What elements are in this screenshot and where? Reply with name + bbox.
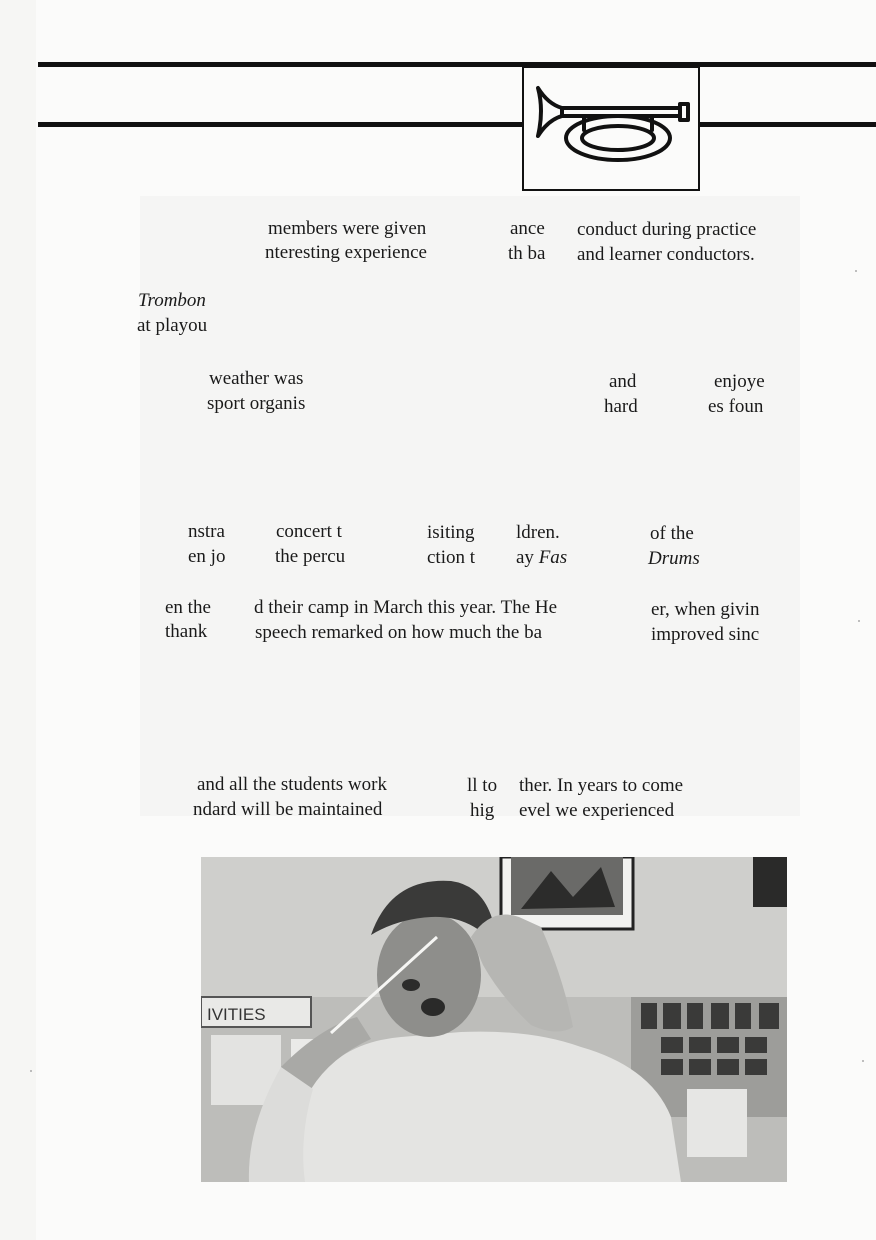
text-fragment: d their camp in March this year. The He bbox=[254, 597, 558, 618]
trumpet-icon bbox=[532, 82, 692, 178]
margin-mark bbox=[855, 270, 857, 272]
text-fragment: enjoye bbox=[714, 371, 765, 392]
text-fragment: concert t bbox=[276, 521, 342, 542]
margin-mark bbox=[862, 1060, 864, 1062]
text-fragment: weather was bbox=[209, 368, 304, 389]
text-fragment: ndard will be maintained bbox=[193, 799, 383, 820]
text-fragment: th ba bbox=[508, 243, 546, 264]
text-fragment: nteresting experience bbox=[265, 242, 427, 263]
text-fragment: of the bbox=[650, 523, 694, 544]
text-fragment bbox=[516, 545, 567, 570]
text-fragment: ther. In years to come bbox=[519, 775, 684, 796]
text-fragment: hig bbox=[470, 800, 495, 821]
text-fragment: en jo bbox=[188, 546, 226, 567]
text-fragment: ance bbox=[510, 218, 545, 239]
text-fragment: ction t bbox=[427, 547, 476, 568]
text-fragment-italic: Fas bbox=[538, 547, 568, 568]
background-shade-left bbox=[0, 0, 36, 1240]
header-rule-bottom bbox=[38, 122, 876, 127]
text-fragment: members were given bbox=[268, 218, 427, 239]
text-fragment: ldren. bbox=[516, 522, 560, 543]
conductor-photo-graphic bbox=[201, 857, 787, 1182]
header-emblem bbox=[522, 66, 700, 191]
photo-sign-text: IVITIES bbox=[207, 1005, 266, 1024]
text-fragment: thank bbox=[165, 621, 208, 642]
text-fragment: speech remarked on how much the ba bbox=[255, 622, 543, 643]
text-fragment: Drums bbox=[648, 548, 700, 569]
text-fragment: ll to bbox=[467, 775, 498, 796]
text-fragment: en the bbox=[165, 597, 211, 618]
conductor-photo bbox=[201, 857, 787, 1182]
text-fragment: sport organis bbox=[207, 393, 306, 414]
text-fragment: at playou bbox=[137, 315, 208, 336]
text-fragment: es foun bbox=[708, 396, 764, 417]
text-fragment-plain: ay bbox=[516, 547, 539, 568]
text-fragment: Trombon bbox=[138, 290, 206, 311]
header-rule-top bbox=[38, 62, 876, 67]
background-shade-top bbox=[140, 196, 800, 816]
text-fragment: hard bbox=[604, 396, 638, 417]
text-fragment: and bbox=[609, 371, 637, 392]
text-fragment: conduct during practice bbox=[577, 219, 757, 240]
text-fragment: and learner conductors. bbox=[577, 244, 755, 265]
text-fragment: er, when givin bbox=[651, 599, 760, 620]
margin-mark bbox=[858, 620, 860, 622]
text-fragment: nstra bbox=[188, 521, 225, 542]
text-fragment: isiting bbox=[427, 522, 475, 543]
text-fragment: the percu bbox=[275, 546, 346, 567]
margin-mark bbox=[30, 1070, 32, 1072]
text-fragment: improved sinc bbox=[651, 624, 760, 645]
text-fragment: evel we experienced bbox=[519, 800, 675, 821]
text-fragment: and all the students work bbox=[197, 774, 387, 795]
